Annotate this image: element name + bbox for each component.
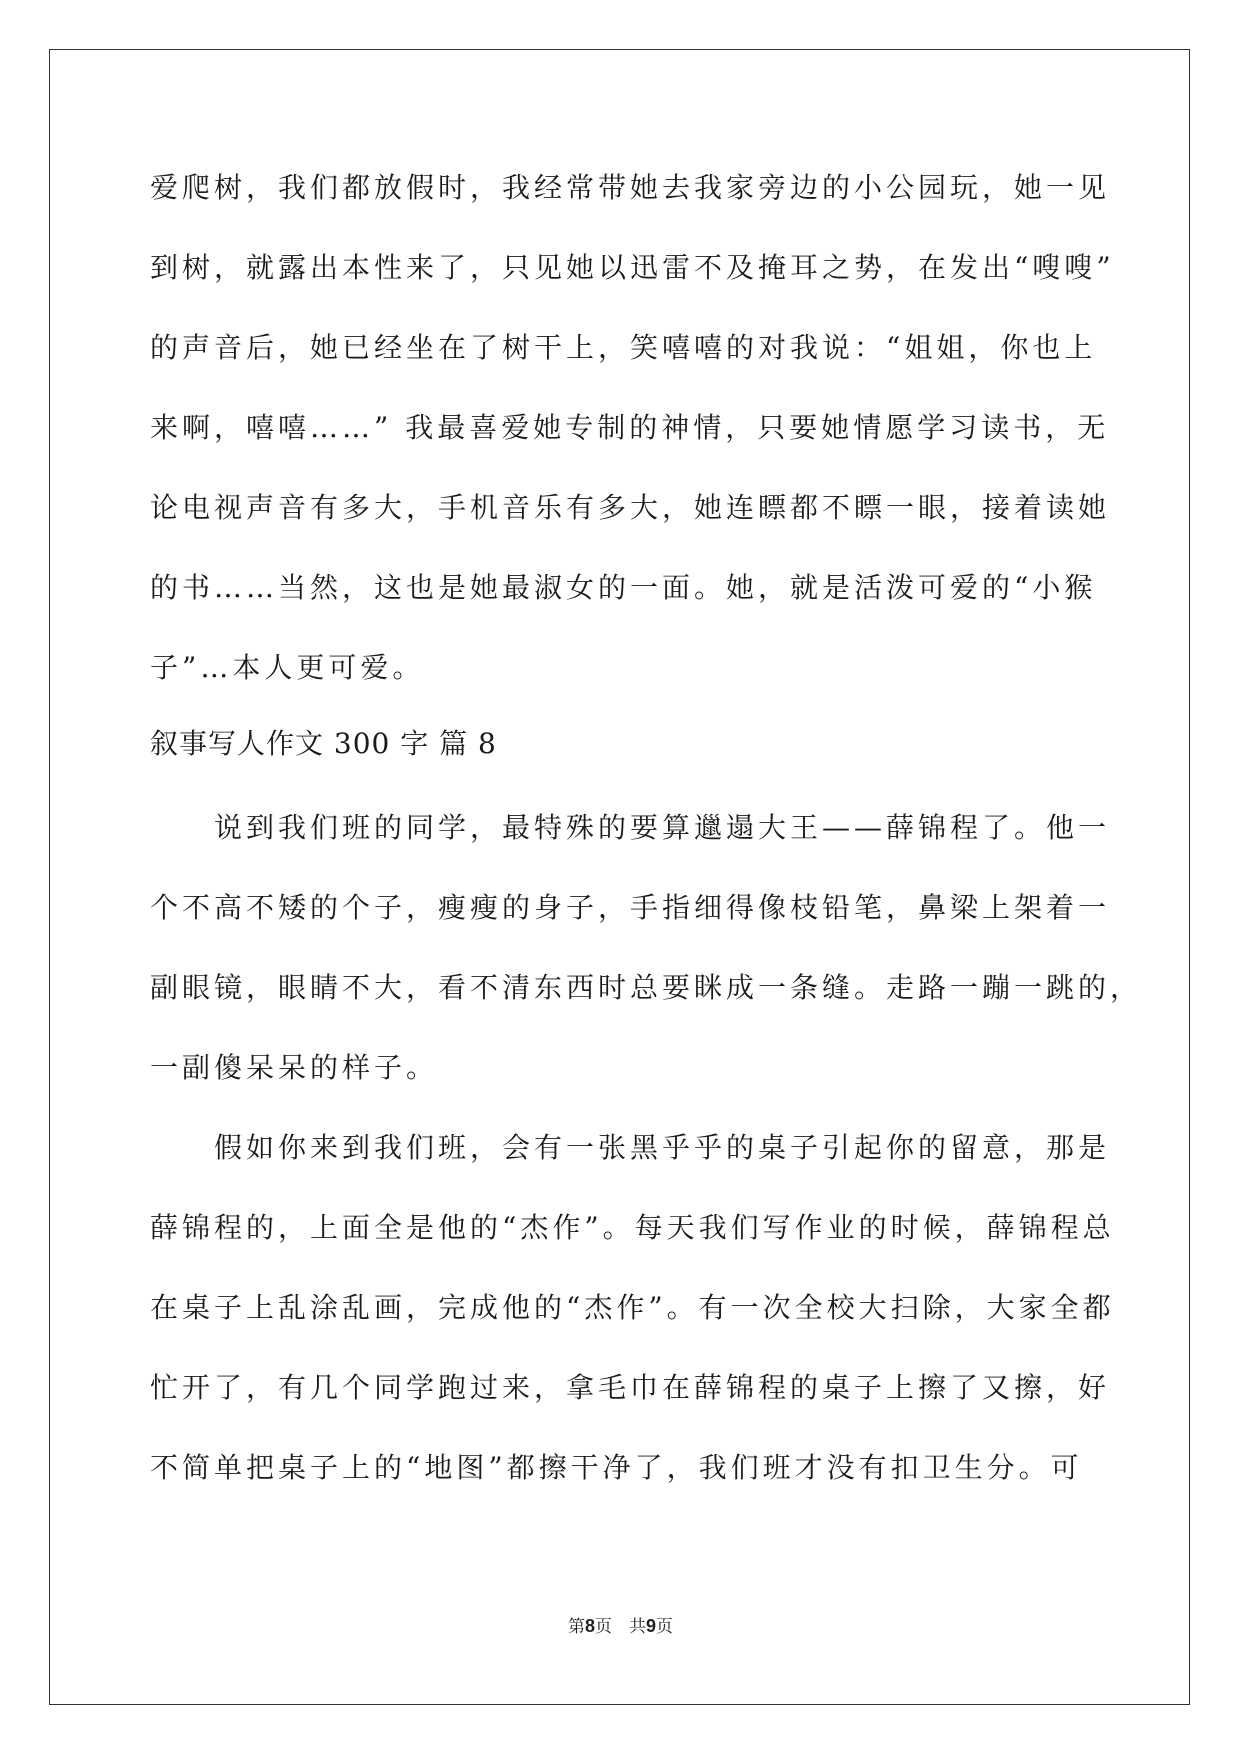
paragraph-line: 爱爬树，我们都放假时，我经常带她去我家旁边的小公园玩，她一见: [150, 171, 1111, 204]
paragraph-line: 到树，就露出本性来了，只见她以迅雷不及掩耳之势，在发出“嗖嗖”: [150, 251, 1115, 284]
total-page-number: 9: [646, 1616, 657, 1636]
paragraph-line: 薛锦程的，上面全是他的“杰作”。每天我们写作业的时候，薛锦程总: [150, 1211, 1115, 1244]
paragraph-line: 来啊，嘻嘻……” 我最喜爱她专制的神情，只要她情愿学习读书，无: [150, 411, 1110, 444]
footer-middle: 页 共: [595, 1617, 646, 1637]
paragraph-line: 的声音后，她已经坐在了树干上，笑嘻嘻的对我说：“姐姐，你也上: [150, 331, 1097, 364]
footer-prefix: 第: [567, 1617, 585, 1637]
paragraph-line: 忙开了，有几个同学跑过来，拿毛巾在薛锦程的桌子上擦了又擦，好: [150, 1371, 1111, 1404]
paragraph-line: 论电视声音有多大，手机音乐有多大，她连瞟都不瞟一眼，接着读她: [150, 491, 1111, 524]
paragraph-line: 在桌子上乱涂乱画，完成他的“杰作”。有一次全校大扫除，大家全都: [150, 1291, 1115, 1324]
section-heading: 叙事写人作文 300 字 篇 8: [150, 727, 497, 760]
paragraph-line: 说到我们班的同学，最特殊的要算邋遢大王——薛锦程了。他一: [150, 811, 1111, 844]
paragraph-line: 子”…本人更可爱。: [150, 651, 425, 684]
paragraph-line: 不简单把桌子上的“地图”都擦干净了，我们班才没有扣卫生分。可: [150, 1451, 1083, 1484]
paragraph-line: 副眼镜，眼睛不大，看不清东西时总要眯成一条缝。走路一蹦一跳的，: [150, 971, 1143, 1004]
page-footer: [0, 1614, 1241, 1639]
paragraph-line: 个不高不矮的个子，瘦瘦的身子，手指细得像枝铅笔，鼻梁上架着一: [150, 891, 1111, 924]
paragraph-line: 的书……当然，这也是她最淑女的一面。她，就是活泼可爱的“小猴: [150, 571, 1097, 604]
paragraph-line: 一副傻呆呆的样子。: [150, 1051, 439, 1084]
paragraph-line: 假如你来到我们班，会有一张黑乎乎的桌子引起你的留意，那是: [150, 1131, 1111, 1164]
footer-suffix: 页: [656, 1617, 674, 1637]
current-page-number: 8: [584, 1616, 595, 1636]
